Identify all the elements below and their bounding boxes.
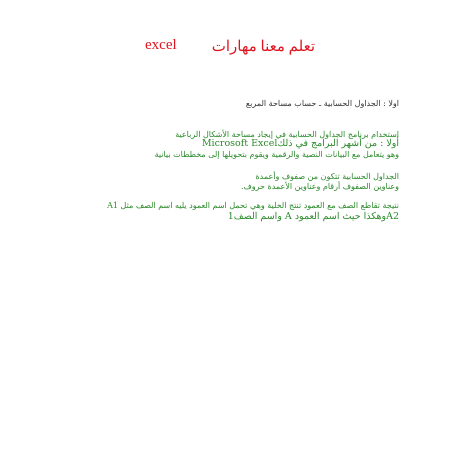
paragraph-line: أولا : من أشهر البرامج في ذلكMicrosoft Excel [201,138,399,149]
page-title [145,37,315,57]
paragraph-line: نتيجة تقاطع الصف مع العمود تنتج الخلية وهي تحمل اسم العمود يليه اسم الصف مثل A1 [107,201,399,210]
title-arabic: تعلم معنا مهارات [211,39,315,55]
paragraph-line: الجداول الحسابية تتكون من صفوف وأعمدة [255,172,399,181]
title-excel: excel [145,37,177,53]
paragraph-line: وعناوين الصفوف أرقام وعناوين الأعمدة حروف. [240,182,399,191]
paragraph-line: استخدام برنامج الجداول الحسابية في إيجاد مساحة الأشكال الرباعية [175,130,399,139]
section-heading: اولا : الجداول الحسابية ـ حساب مساحة المربع [245,99,399,108]
paragraph-line: A2وهكذا حيث اسم العمود A واسم الصف1 [227,211,399,222]
paragraph-line: وهو يتعامل مع البيانات النصية والرقمية ويقوم بتحويلها إلى مخططات بيانية [154,150,399,159]
